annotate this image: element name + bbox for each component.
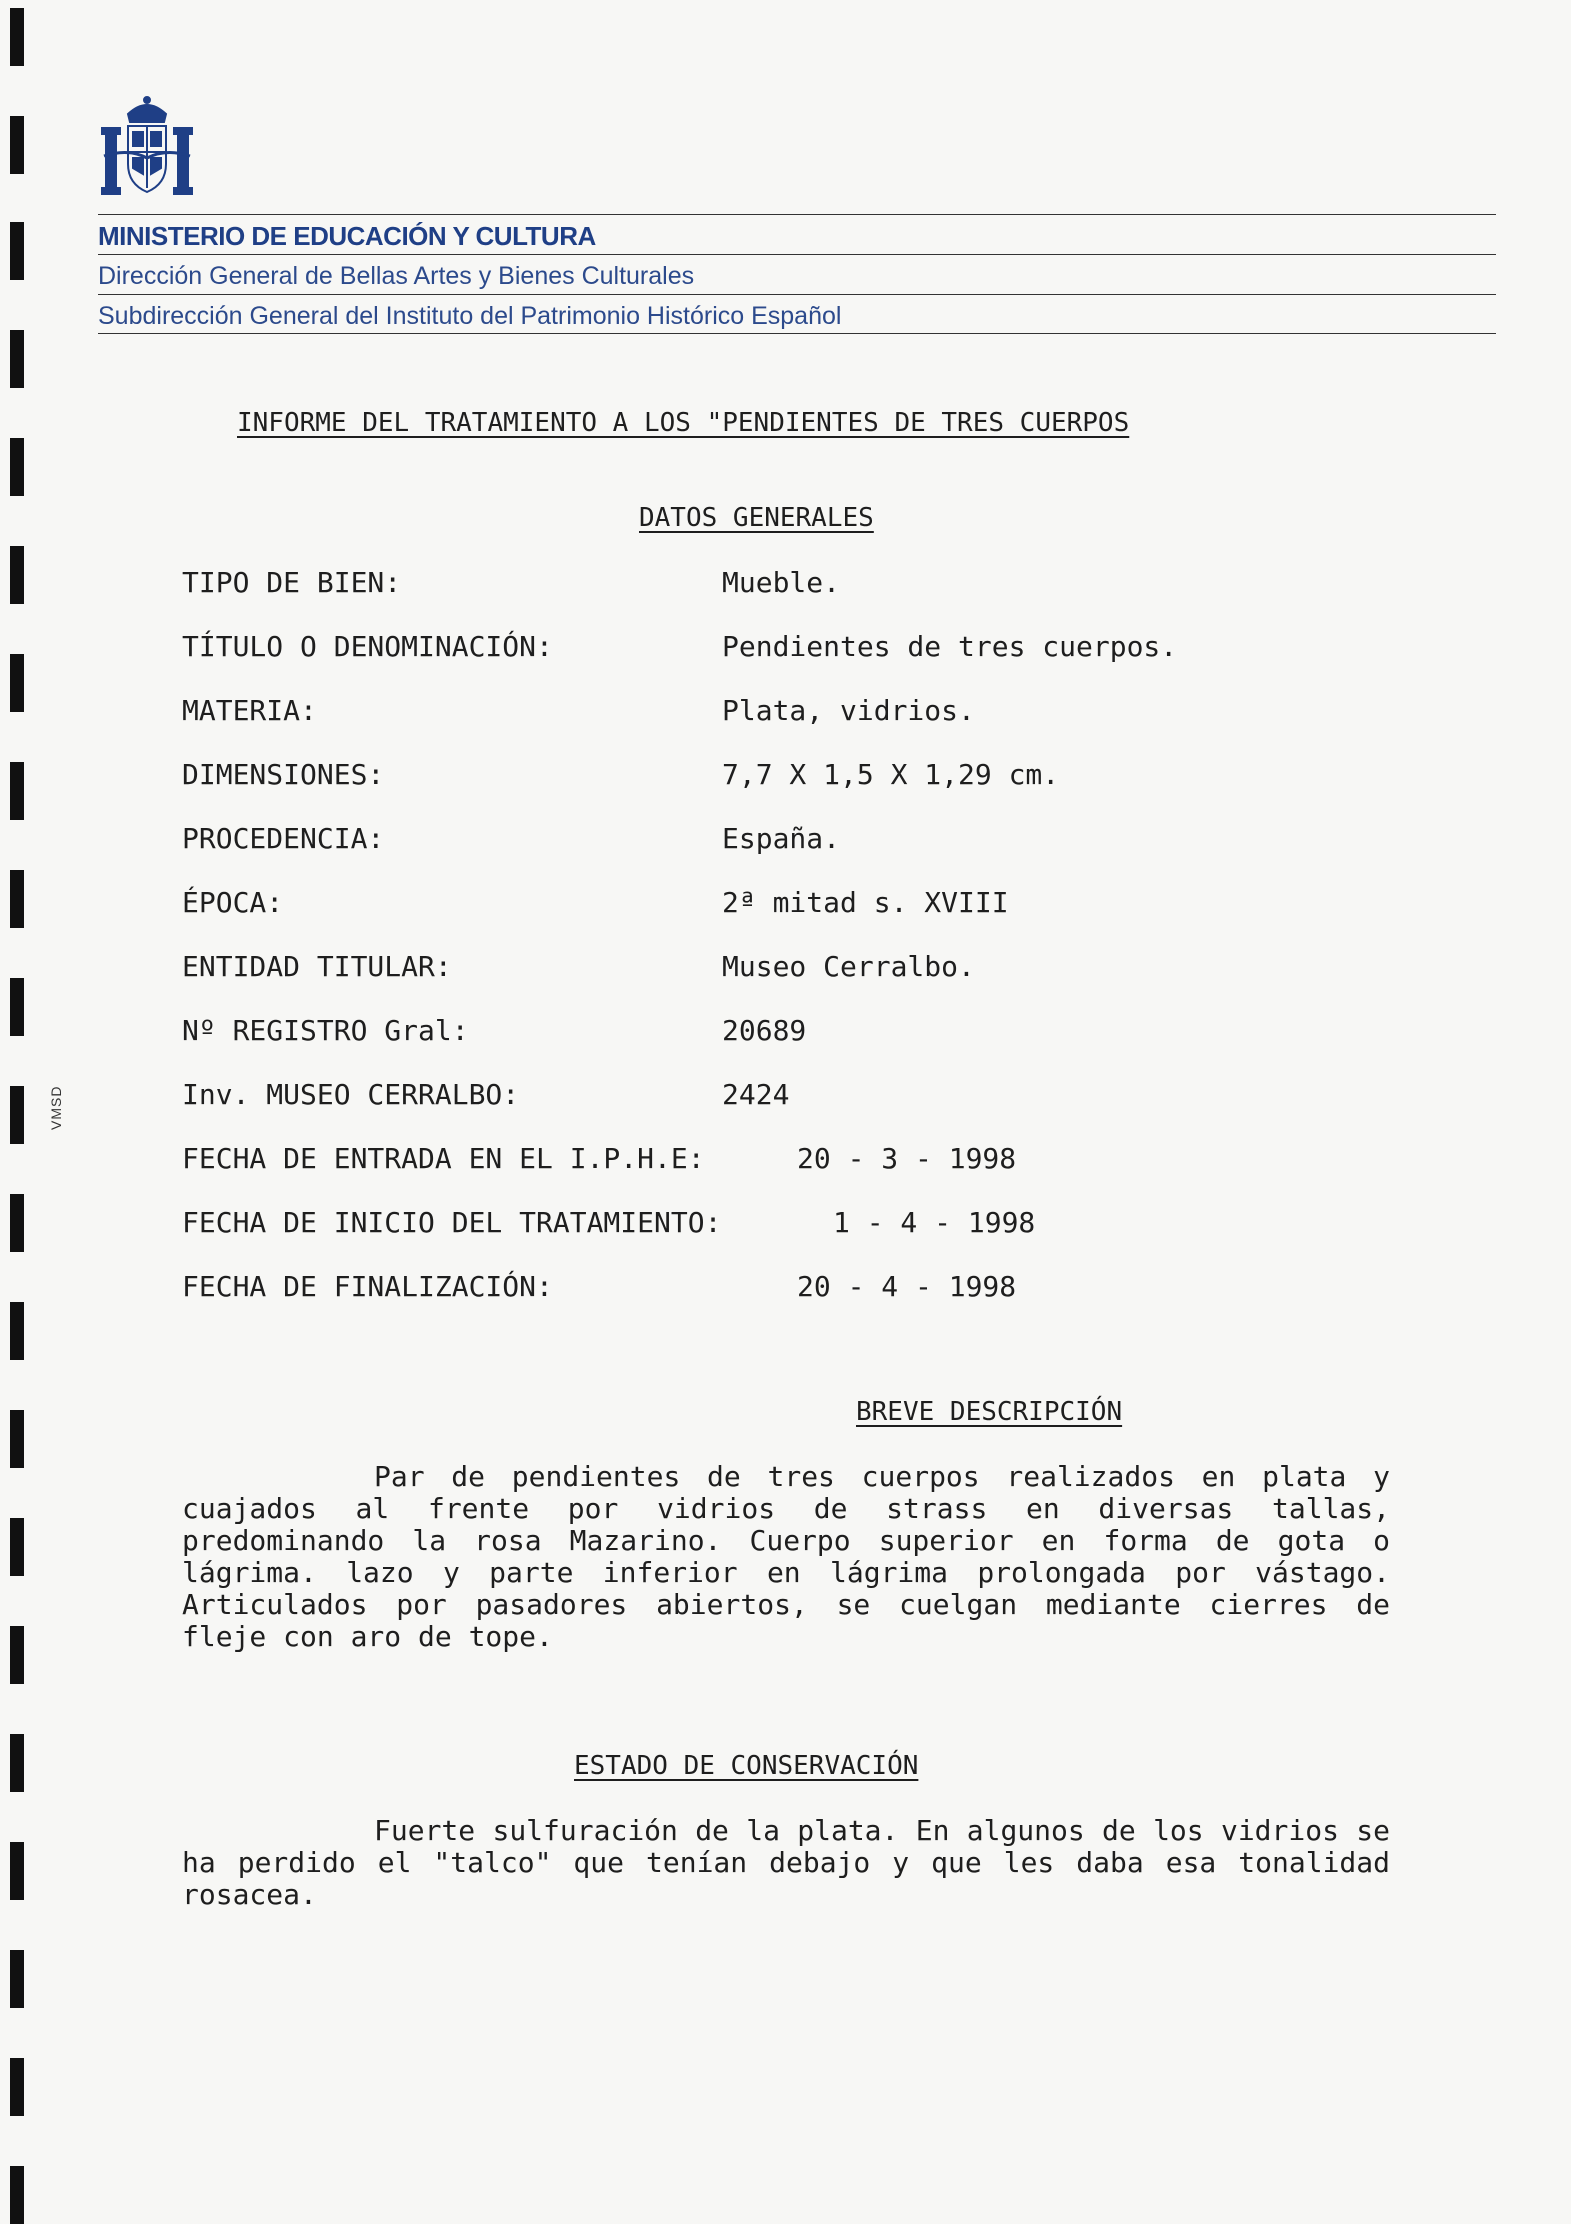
binding-mark xyxy=(10,870,24,928)
report-title: INFORME DEL TRATAMIENTO A LOS "PENDIENTES DE TRES CUERPOS xyxy=(237,408,1130,438)
field-row-epoch xyxy=(182,880,1442,944)
field-row-inventory xyxy=(182,1072,1442,1136)
field-label: PROCEDENCIA: xyxy=(182,822,385,855)
ministry-header xyxy=(98,214,1496,334)
field-label: MATERIA: xyxy=(182,694,317,727)
conservation-text: Fuerte sulfuración de la plata. En algunos de los vidrios se ha perdido el "talco" que tenían debajo y que les daba esa tonalidad rosacea. xyxy=(182,1814,1390,1911)
field-label: Inv. MUSEO CERRALBO: xyxy=(182,1078,520,1111)
binding-marks xyxy=(10,0,24,2217)
binding-mark xyxy=(10,654,24,712)
binding-mark xyxy=(10,2058,24,2116)
field-value: Plata, vidrios. xyxy=(722,694,975,727)
field-row-registry xyxy=(182,1008,1442,1072)
binding-mark xyxy=(10,1410,24,1468)
field-value: 20689 xyxy=(722,1014,807,1047)
binding-mark xyxy=(10,330,24,388)
binding-mark xyxy=(10,1626,24,1684)
field-label: FECHA DE INICIO DEL TRATAMIENTO: xyxy=(182,1206,722,1239)
field-label: ENTIDAD TITULAR: xyxy=(182,950,452,983)
subdirection: Subdirección General del Instituto del Patrimonio Histórico Español xyxy=(98,294,1496,334)
field-value: España. xyxy=(722,822,841,855)
binding-mark xyxy=(10,1302,24,1360)
binding-mark xyxy=(10,1194,24,1252)
field-label: FECHA DE ENTRADA EN EL I.P.H.E: xyxy=(182,1142,705,1175)
field-label: TÍTULO O DENOMINACIÓN: xyxy=(182,630,553,663)
side-code: VMSD xyxy=(48,1085,64,1130)
field-value: Pendientes de tres cuerpos. xyxy=(722,630,1178,663)
binding-mark xyxy=(10,8,24,66)
field-row-dimensions xyxy=(182,752,1442,816)
field-row-title xyxy=(182,624,1442,688)
general-data-heading: DATOS GENERALES xyxy=(639,503,874,533)
field-value: 1 - 4 - 1998 xyxy=(833,1206,1036,1239)
field-label: ÉPOCA: xyxy=(182,886,284,919)
field-row-origin xyxy=(182,816,1442,880)
field-row-end-date xyxy=(182,1264,1442,1328)
field-row-material xyxy=(182,688,1442,752)
field-value: 2ª mitad s. XVIII xyxy=(722,886,1009,919)
field-row-start-date xyxy=(182,1200,1442,1264)
field-row-owner xyxy=(182,944,1442,1008)
field-label: TIPO DE BIEN: xyxy=(182,566,402,599)
field-value: 20 - 3 - 1998 xyxy=(797,1142,1017,1175)
binding-mark xyxy=(10,1842,24,1900)
binding-mark xyxy=(10,438,24,496)
field-label: Nº REGISTRO Gral: xyxy=(182,1014,469,1047)
binding-mark xyxy=(10,116,24,174)
conservation-heading: ESTADO DE CONSERVACIÓN xyxy=(574,1751,919,1781)
field-value: 20 - 4 - 1998 xyxy=(797,1270,1017,1303)
binding-mark xyxy=(10,1518,24,1576)
field-value: Museo Cerralbo. xyxy=(722,950,975,983)
field-value: Mueble. xyxy=(722,566,841,599)
description-heading: BREVE DESCRIPCIÓN xyxy=(856,1397,1123,1427)
field-label: DIMENSIONES: xyxy=(182,758,385,791)
binding-mark xyxy=(10,546,24,604)
field-label: FECHA DE FINALIZACIÓN: xyxy=(182,1270,553,1303)
field-value: 2424 xyxy=(722,1078,790,1111)
description-text: Par de pendientes de tres cuerpos realizados en plata y cuajados al frente por vidrios de strass en diversas tallas, predominando la rosa Mazarino. Cuerpo superior en forma de gota o lágrima. lazo y parte inferior en lágrima prolongada por vástago. Articulados por pasadores abiertos, se cuelgan mediante cierres de fleje con aro de tope. xyxy=(182,1460,1390,1653)
binding-mark xyxy=(10,222,24,280)
general-data-fields xyxy=(182,560,1442,1328)
binding-mark xyxy=(10,1734,24,1792)
coat-of-arms-icon xyxy=(98,94,196,198)
binding-mark xyxy=(10,762,24,820)
field-value: 7,7 X 1,5 X 1,29 cm. xyxy=(722,758,1060,791)
field-row-entry-date xyxy=(182,1136,1442,1200)
field-row-type xyxy=(182,560,1442,624)
binding-mark xyxy=(10,1086,24,1144)
general-direction: Dirección General de Bellas Artes y Bienes Culturales xyxy=(98,254,1496,294)
ministry-name: MINISTERIO DE EDUCACIÓN Y CULTURA xyxy=(98,214,1496,254)
binding-mark xyxy=(10,1950,24,2008)
binding-mark xyxy=(10,2166,24,2224)
binding-mark xyxy=(10,978,24,1036)
